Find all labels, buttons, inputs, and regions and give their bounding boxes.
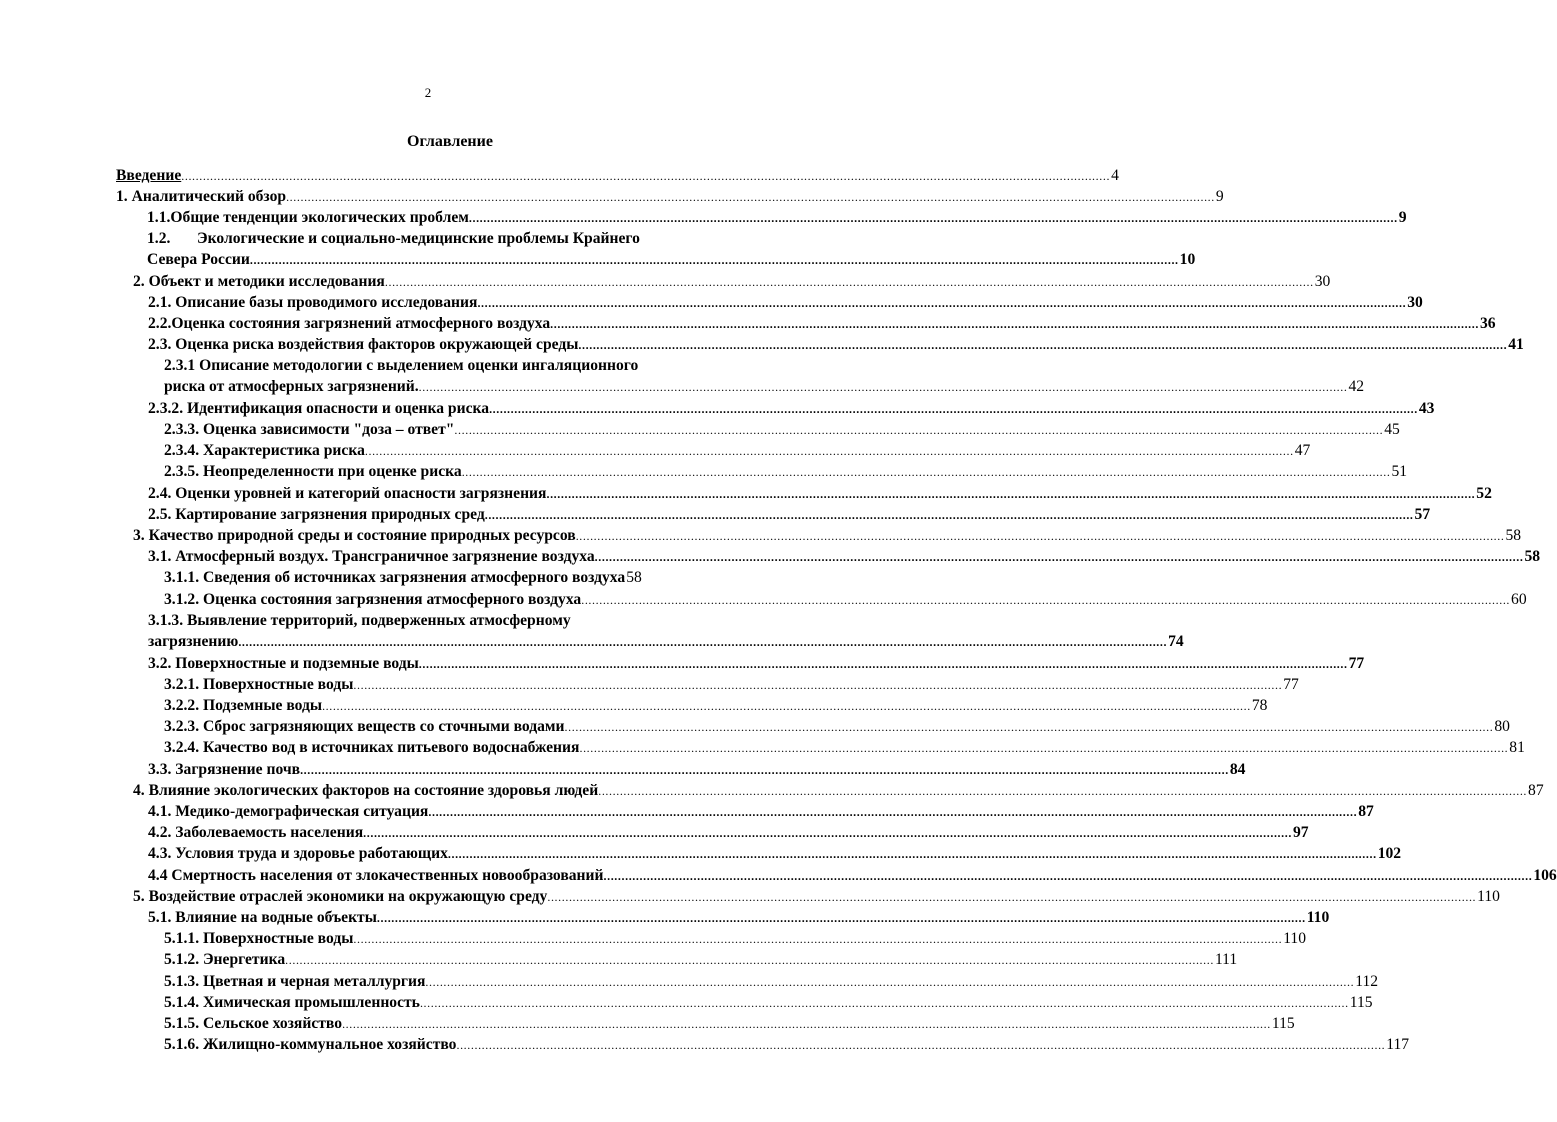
dot-leader: .................................................................................................................................................................................................................................................................. bbox=[447, 847, 1377, 861]
toc-entry-text: 3.2.2. Подземные воды bbox=[164, 697, 323, 714]
toc-entry-text: 3.3. Загрязнение почв bbox=[148, 761, 301, 778]
toc-entry-text: Введение bbox=[116, 167, 182, 184]
toc-entry-page: 117 bbox=[1386, 1036, 1410, 1053]
toc-entry-3-1-1[interactable] bbox=[164, 568, 738, 588]
toc-entry-5-1[interactable] bbox=[148, 908, 1330, 928]
dot-leader: .................................................................................................................................................................................................................................................................. bbox=[181, 169, 1111, 183]
dot-leader: .................................................................................................................................................................................................................................................................. bbox=[418, 380, 1348, 394]
toc-entry-page: 102 bbox=[1377, 845, 1402, 862]
toc-entry-5-1-6[interactable] bbox=[164, 1035, 1410, 1055]
toc-entry-page: 84 bbox=[1229, 761, 1246, 778]
toc-entry-page: 45 bbox=[1384, 421, 1400, 438]
toc-entry-page: 106 bbox=[1533, 867, 1557, 884]
toc-entry-text: 2.4. Оценки уровней и категорий опасности загрязнения bbox=[148, 485, 547, 502]
toc-entry-4[interactable] bbox=[133, 781, 1544, 801]
dot-leader: .................................................................................................................................................................................................................................................................. bbox=[342, 1017, 1271, 1031]
toc-entry-2-3[interactable] bbox=[148, 335, 1524, 355]
dot-leader: .................................................................................................................................................................................................................................................................. bbox=[598, 784, 1528, 798]
dot-leader: .................................................................................................................................................................................................................................................................. bbox=[419, 996, 1349, 1010]
toc-entry-4-2[interactable] bbox=[148, 823, 1309, 843]
toc-entry-2-3-2[interactable] bbox=[148, 399, 1435, 419]
dot-leader: .................................................................................................................................................................................................................................................................. bbox=[428, 805, 1358, 819]
toc-entry-page: 41 bbox=[1508, 336, 1524, 353]
toc-entry-page: 80 bbox=[1494, 718, 1510, 735]
toc-entry-introduction[interactable] bbox=[116, 166, 1119, 186]
toc-entry-1-2[interactable] bbox=[147, 229, 640, 249]
toc-entry-page: 110 bbox=[1283, 930, 1307, 947]
toc-entry-2-3-4[interactable] bbox=[164, 441, 1311, 461]
toc-entry-page: 77 bbox=[1348, 655, 1365, 672]
dot-leader: .................................................................................................................................................................................................................................................................. bbox=[300, 763, 1229, 777]
toc-entry-page: 77 bbox=[1283, 676, 1299, 693]
toc-entry-page: 110 bbox=[1306, 909, 1330, 926]
dot-leader: .................................................................................................................................................................................................................................................................. bbox=[418, 657, 1348, 671]
toc-entry-1[interactable] bbox=[116, 187, 1224, 207]
toc-entry-text: 4.4 Смертность населения от злокачественных новообразований bbox=[148, 867, 604, 884]
toc-entry-page: 78 bbox=[1251, 697, 1268, 714]
toc-entry-text: 2.3. Оценка риска воздействия факторов окружающей среды bbox=[148, 336, 579, 353]
toc-entry-3-2-3[interactable] bbox=[164, 717, 1510, 737]
toc-entry-4-1[interactable] bbox=[148, 802, 1374, 822]
dot-leader: .................................................................................................................................................................................................................................................................. bbox=[384, 275, 1314, 289]
toc-entry-5-1-3[interactable] bbox=[164, 972, 1379, 992]
dot-leader: .................................................................................................................................................................................................................................................................. bbox=[286, 190, 1215, 204]
toc-entry-1-1[interactable] bbox=[147, 208, 1407, 228]
dot-leader: .................................................................................................................................................................................................................................................................. bbox=[484, 508, 1414, 522]
dot-leader: .................................................................................................................................................................................................................................................................. bbox=[425, 975, 1355, 989]
toc-entry-page: 43 bbox=[1418, 400, 1435, 417]
toc-entry-page: 4 bbox=[1111, 167, 1119, 184]
dot-leader: .................................................................................................................................................................................................................................................................. bbox=[594, 550, 1524, 564]
toc-entry-text: 5. Воздействие отраслей экономики на окружающую среду bbox=[133, 888, 548, 905]
dot-leader: .................................................................................................................................................................................................................................................................. bbox=[550, 317, 1479, 331]
toc-entry-text: 2.3.1 Описание методологии с выделением оценки ингаляционного bbox=[164, 357, 639, 374]
toc-entry-page: 30 bbox=[1407, 294, 1423, 311]
dot-leader: .................................................................................................................................................................................................................................................................. bbox=[578, 338, 1508, 352]
toc-entry-3[interactable] bbox=[133, 526, 1522, 546]
toc-entry-text: 5.1.3. Цветная и черная металлургия bbox=[164, 973, 426, 990]
toc-entry-text: 2. Объект и методики исследования bbox=[133, 273, 385, 290]
toc-entry-number: 1.1. bbox=[147, 209, 171, 226]
toc-entry-page: 58 bbox=[1524, 548, 1541, 565]
toc-entry-1-2-cont[interactable] bbox=[147, 250, 1196, 270]
toc-entry-page: 87 bbox=[1528, 782, 1544, 799]
toc-entry-text: 4. Влияние экологических факторов на состояние здоровья людей bbox=[133, 782, 599, 799]
dot-leader: .................................................................................................................................................................................................................................................................. bbox=[579, 741, 1509, 755]
toc-entry-page: 81 bbox=[1509, 739, 1525, 756]
toc-entry-text: 4.2. Заболеваемость населения bbox=[148, 824, 364, 841]
toc-entry-text: Общие тенденции экологических проблем bbox=[170, 209, 469, 226]
dot-leader: .................................................................................................................................................................................................................................................................. bbox=[249, 253, 1179, 267]
toc-entry-2-1[interactable] bbox=[148, 293, 1423, 313]
toc-entry-text: 3.1. Атмосферный воздух. Трансграничное загрязнение воздуха bbox=[148, 548, 595, 565]
dot-leader: .................................................................................................................................................................................................................................................................. bbox=[376, 911, 1306, 925]
toc-entry-3-3[interactable] bbox=[148, 760, 1246, 780]
toc-entry-text: 2.2.Оценка состояния загрязнений атмосферного воздуха bbox=[148, 315, 551, 332]
toc-entry-text: Севера России bbox=[147, 251, 250, 268]
toc-entry-page: 10 bbox=[1179, 251, 1196, 268]
toc-entry-3-1-2[interactable] bbox=[164, 590, 1527, 610]
toc-entry-number: 1.2. bbox=[147, 230, 171, 247]
toc-entry-text: загрязнению bbox=[148, 633, 239, 650]
dot-leader: .................................................................................................................................................................................................................................................................. bbox=[547, 890, 1477, 904]
toc-entry-page: 87 bbox=[1358, 803, 1374, 820]
toc-entry-3-1-3-cont[interactable] bbox=[148, 632, 1184, 652]
toc-entry-2[interactable] bbox=[133, 272, 1331, 292]
dot-leader: .................................................................................................................................................................................................................................................................. bbox=[603, 869, 1533, 883]
dot-leader: .................................................................................................................................................................................................................................................................. bbox=[546, 487, 1476, 501]
toc-entry-page: 58 bbox=[1505, 527, 1522, 544]
dot-leader: .................................................................................................................................................................................................................................................................. bbox=[238, 635, 1168, 649]
toc-entry-page: 52 bbox=[1476, 485, 1492, 502]
toc-entry-text: 4.3. Условия труда и здоровье работающих bbox=[148, 845, 448, 862]
toc-entry-text: 2.3.3. Оценка зависимости "доза – ответ" bbox=[164, 421, 455, 438]
toc-entry-text: 5.1.1. Поверхностные воды bbox=[164, 930, 354, 947]
toc-entry-text: 4.1. Медико-демографическая ситуация bbox=[148, 803, 429, 820]
toc-entry-2-3-5[interactable] bbox=[164, 462, 1408, 482]
toc-entry-text: 3.1.2. Оценка состояния загрязнения атмосферного воздуха bbox=[164, 591, 582, 608]
toc-entry-text: 5.1.4. Химическая промышленность bbox=[164, 994, 420, 1011]
toc-entry-5-1-1[interactable] bbox=[164, 929, 1307, 949]
toc-entry-2-4[interactable] bbox=[148, 484, 1492, 504]
toc-entry-2-3-1[interactable] bbox=[164, 356, 638, 376]
dot-leader: .................................................................................................................................................................................................................................................................. bbox=[454, 423, 1384, 437]
toc-entry-page: 58 bbox=[626, 569, 642, 586]
toc-entry-4-4[interactable] bbox=[148, 866, 1557, 886]
toc-entry-page: 30 bbox=[1314, 273, 1331, 290]
toc-entry-text: Экологические и социально-медицинские проблемы Крайнего bbox=[197, 230, 640, 247]
dot-leader: .................................................................................................................................................................................................................................................................. bbox=[353, 932, 1283, 946]
dot-leader: .................................................................................................................................................................................................................................................................. bbox=[581, 593, 1511, 607]
dot-leader: .................................................................................................................................................................................................................................................................. bbox=[364, 444, 1294, 458]
toc-entry-5[interactable] bbox=[133, 887, 1500, 907]
toc-entry-page: 47 bbox=[1294, 442, 1311, 459]
toc-entry-text: 3.2.4. Качество вод в источниках питьевого водоснабжения bbox=[164, 739, 580, 756]
toc-entry-2-5[interactable] bbox=[148, 505, 1431, 525]
toc-entry-5-1-2[interactable] bbox=[164, 950, 1238, 970]
dot-leader: .................................................................................................................................................................................................................................................................. bbox=[322, 699, 1251, 713]
toc-entry-page: 9 bbox=[1215, 188, 1224, 205]
toc-entry-text: 2.3.2. Идентификация опасности и оценка риска bbox=[148, 400, 490, 417]
dot-leader: .................................................................................................................................................................................................................................................................. bbox=[285, 953, 1214, 967]
toc-entry-2-2[interactable] bbox=[148, 314, 1496, 334]
toc-entry-page: 110 bbox=[1477, 888, 1500, 905]
toc-entry-text: 5.1. Влияние на водные объекты bbox=[148, 909, 377, 926]
toc-entry-page: 9 bbox=[1398, 209, 1407, 226]
dot-leader: .................................................................................................................................................................................................................................................................. bbox=[489, 402, 1418, 416]
toc-entry-text: 2.1. Описание базы проводимого исследования bbox=[148, 294, 478, 311]
toc-entry-page: 111 bbox=[1214, 951, 1238, 968]
toc-entry-3-2-2[interactable] bbox=[164, 696, 1268, 716]
toc-entry-2-3-3[interactable] bbox=[164, 420, 1400, 440]
toc-entry-page: 115 bbox=[1271, 1015, 1295, 1032]
toc-entry-text: 5.1.2. Энергетика bbox=[164, 951, 286, 968]
page-number: 2 bbox=[424, 85, 432, 100]
toc-entry-page: 36 bbox=[1479, 315, 1496, 332]
toc-entry-3-2-4[interactable] bbox=[164, 738, 1525, 758]
dot-leader: .................................................................................................................................................................................................................................................................. bbox=[456, 1038, 1386, 1052]
toc-entry-page: 112 bbox=[1355, 973, 1379, 990]
toc-entry-text: 3.2.3. Сброс загрязняющих веществ со сточными водами bbox=[164, 718, 565, 735]
dot-leader: .................................................................................................................................................................................................................................................................. bbox=[477, 296, 1407, 310]
toc-entry-text: 2.3.5. Неопределенности при оценке риска bbox=[164, 463, 462, 480]
dot-leader: .................................................................................................................................................................................................................................................................. bbox=[468, 211, 1398, 225]
toc-entry-text: 3.2.1. Поверхностные воды bbox=[164, 676, 354, 693]
toc-entry-text: 2.5. Картирование загрязнения природных сред bbox=[148, 506, 485, 523]
toc-entry-page: 51 bbox=[1391, 463, 1408, 480]
toc-entry-5-1-4[interactable] bbox=[164, 993, 1373, 1013]
dot-leader: .................................................................................................................................................................................................................................................................. bbox=[461, 465, 1391, 479]
toc-entry-text: 3.1.1. Сведения об источниках загрязнения атмосферного воздуха bbox=[164, 569, 626, 586]
toc-entry-5-1-5[interactable] bbox=[164, 1014, 1295, 1034]
dot-leader: .................................................................................................................................................................................................................................................................. bbox=[564, 720, 1494, 734]
toc-entry-text: 2.3.4. Характеристика риска bbox=[164, 442, 365, 459]
dot-leader: .................................................................................................................................................................................................................................................................. bbox=[363, 826, 1292, 840]
toc-entry-3-1-3[interactable] bbox=[148, 611, 571, 631]
toc-entry-3-2-1[interactable] bbox=[164, 675, 1299, 695]
toc-entry-2-3-1-cont[interactable] bbox=[164, 377, 1365, 397]
toc-entry-4-3[interactable] bbox=[148, 844, 1402, 864]
toc-entry-text: 3. Качество природной среды и состояние природных ресурсов bbox=[133, 527, 576, 544]
toc-entry-3-2[interactable] bbox=[148, 654, 1365, 674]
toc-entry-3-1[interactable] bbox=[148, 547, 1541, 567]
toc-entry-text: 3.1.3. Выявление территорий, подверженных атмосферному bbox=[148, 612, 571, 629]
toc-entry-text: 3.2. Поверхностные и подземные воды bbox=[148, 655, 419, 672]
toc-entry-page: 57 bbox=[1414, 506, 1431, 523]
toc-entry-text: 1. Аналитический обзор bbox=[116, 188, 287, 205]
toc-title: Оглавление bbox=[407, 133, 493, 150]
toc-entry-page: 42 bbox=[1348, 378, 1365, 395]
toc-entry-text: 5.1.5. Сельское хозяйство bbox=[164, 1015, 343, 1032]
dot-leader: .................................................................................................................................................................................................................................................................. bbox=[575, 529, 1505, 543]
toc-entry-text: риска от атмосферных загрязнений. bbox=[164, 378, 419, 395]
toc-entry-text: 5.1.6. Жилищно-коммунальное хозяйство bbox=[164, 1036, 457, 1053]
dot-leader: .................................................................................................................................................................................................................................................................. bbox=[353, 678, 1283, 692]
toc-entry-page: 60 bbox=[1511, 591, 1527, 608]
toc-entry-page: 74 bbox=[1168, 633, 1184, 650]
toc-entry-page: 115 bbox=[1349, 994, 1373, 1011]
toc-entry-page: 97 bbox=[1292, 824, 1309, 841]
